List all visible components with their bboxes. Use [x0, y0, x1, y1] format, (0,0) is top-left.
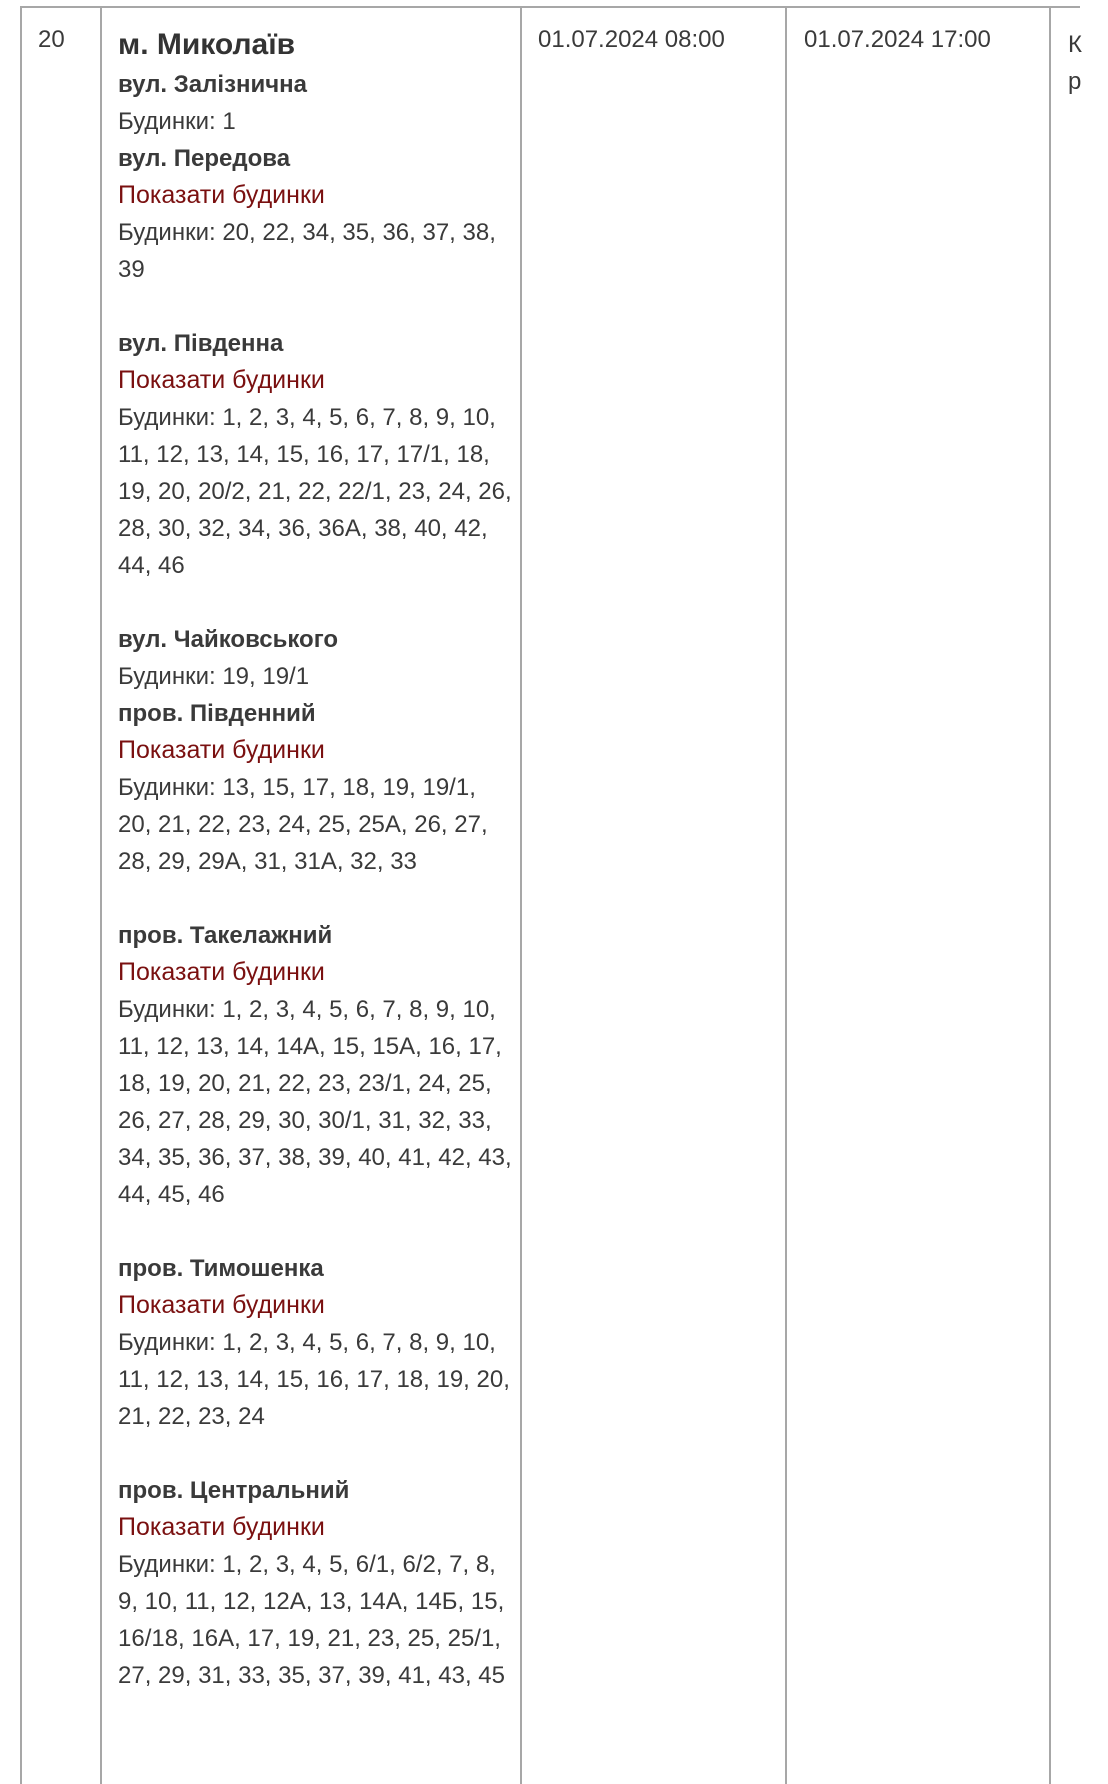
houses-list: Будинки: 1 [118, 108, 236, 135]
column-divider [1049, 6, 1051, 1784]
street-name: пров. Південний [118, 700, 316, 727]
street-name: пров. Такелажний [118, 922, 333, 949]
houses-list: Будинки: 19, 19/1 [118, 663, 310, 690]
row-number: 20 [38, 26, 65, 53]
show-houses-link[interactable]: Показати будинки [118, 958, 325, 986]
city-name: м. Миколаїв [118, 28, 296, 61]
houses-list: Будинки: 13, 15, 17, 18, 19, 19/1, 20, 21, 22, 23, 24, 25, 25А, 26, 27, 28, 29, 29А, 31, 31А, 32, 33 [118, 774, 488, 875]
show-houses-link[interactable]: Показати будинки [118, 1513, 325, 1541]
column-divider [520, 6, 522, 1784]
houses-list: Будинки: 1, 2, 3, 4, 5, 6/1, 6/2, 7, 8, 9, 10, 11, 12, 12А, 13, 14А, 14Б, 15, 16/18, 16А, 17, 19, 21, 23, 25, 25/1, 27, 29, 31, 33, 35, 37, 39, 41, 43, 45 [118, 1551, 505, 1689]
street-name: вул. Південна [118, 330, 284, 357]
truncated-text-line: К [1068, 31, 1082, 58]
show-houses-link[interactable]: Показати будинки [118, 366, 325, 394]
street-name: пров. Центральний [118, 1477, 350, 1504]
column-divider [100, 6, 102, 1784]
column-divider [785, 6, 787, 1784]
truncated-text-line: р [1068, 68, 1082, 95]
truncated-column [1068, 26, 1108, 100]
street-name: вул. Передова [118, 145, 291, 172]
houses-list: Будинки: 1, 2, 3, 4, 5, 6, 7, 8, 9, 10, 11, 12, 13, 14, 15, 16, 17, 17/1, 18, 19, 20, 20/2, 21, 22, 22/1, 23, 24, 26, 28, 30, 32, 34, 36, 36А, 38, 40, 42, 44, 46 [118, 404, 512, 579]
start-datetime: 01.07.2024 08:00 [538, 26, 725, 53]
show-houses-link[interactable]: Показати будинки [118, 181, 325, 209]
column-divider [20, 6, 22, 1784]
houses-list: Будинки: 1, 2, 3, 4, 5, 6, 7, 8, 9, 10, 11, 12, 13, 14, 14А, 15, 15А, 16, 17, 18, 19, 20, 21, 22, 23, 23/1, 24, 25, 26, 27, 28, 29, 30, 30/1, 31, 32, 33, 34, 35, 36, 37, 38, 39, 40, 41, 42, 43, 44, 45, 46 [118, 996, 512, 1208]
houses-list: Будинки: 20, 22, 34, 35, 36, 37, 38, 39 [118, 219, 496, 283]
street-name: вул. Залізнична [118, 71, 308, 98]
table-top-border [20, 6, 1080, 8]
end-datetime: 01.07.2024 17:00 [804, 26, 991, 53]
show-houses-link[interactable]: Показати будинки [118, 1291, 325, 1319]
street-name: вул. Чайковського [118, 626, 339, 653]
address-cell [118, 24, 513, 1694]
street-name: пров. Тимошенка [118, 1255, 324, 1282]
houses-list: Будинки: 1, 2, 3, 4, 5, 6, 7, 8, 9, 10, 11, 12, 13, 14, 15, 16, 17, 18, 19, 20, 21, 22, 23, 24 [118, 1329, 510, 1430]
show-houses-link[interactable]: Показати будинки [118, 736, 325, 764]
